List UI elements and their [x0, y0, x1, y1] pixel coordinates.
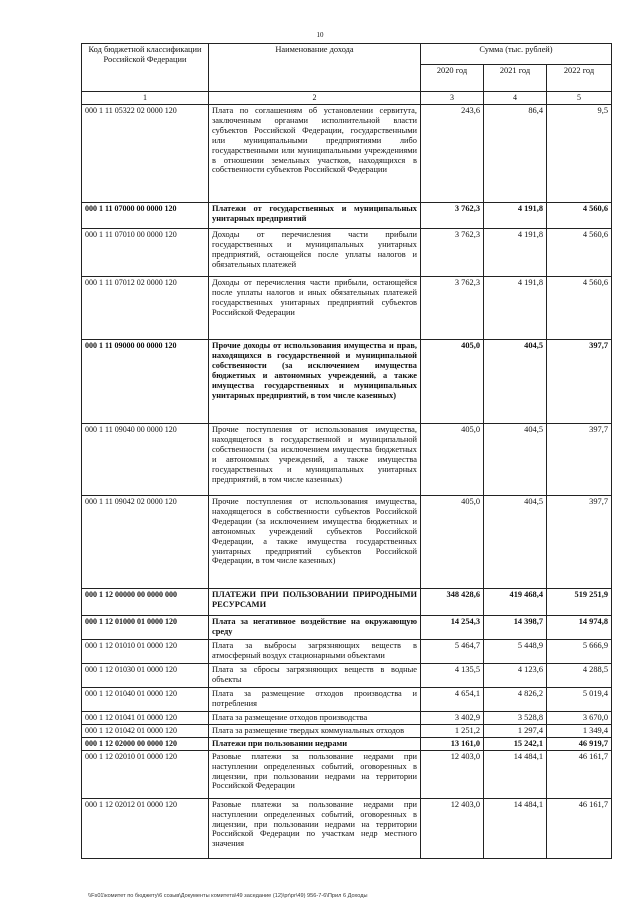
value-2021: 1 297,4	[484, 724, 547, 737]
value-2021: 419 468,4	[484, 589, 547, 616]
value-2022: 397,7	[547, 340, 612, 424]
value-2021: 5 448,9	[484, 640, 547, 664]
value-2020: 243,6	[421, 105, 484, 203]
table-row	[82, 105, 612, 203]
table-row	[82, 589, 612, 616]
income-name: Разовые платежи за пользование недрами при наступлении определенных событий, оговоренных в лицензии, при пользовании недрами на территории Российской Федерации	[209, 750, 421, 798]
budget-code: 000 1 12 01041 01 0000 120	[82, 712, 209, 725]
header-code: Код бюджетной классификации Российской Федерации	[82, 44, 209, 92]
value-2020: 405,0	[421, 424, 484, 496]
table-row	[82, 712, 612, 725]
income-name: Плата за размещение отходов производства	[209, 712, 421, 725]
budget-code: 000 1 11 07012 02 0000 120	[82, 277, 209, 340]
value-2020: 4 135,5	[421, 664, 484, 688]
value-2021: 404,5	[484, 496, 547, 589]
table-row	[82, 724, 612, 737]
value-2022: 4 560,6	[547, 229, 612, 277]
value-2022: 397,7	[547, 496, 612, 589]
budget-code: 000 1 11 07000 00 0000 120	[82, 203, 209, 229]
budget-code: 000 1 12 00000 00 0000 000	[82, 589, 209, 616]
table-row	[82, 640, 612, 664]
value-2022: 4 560,6	[547, 277, 612, 340]
income-name: Плата за сбросы загрязняющих веществ в водные объекты	[209, 664, 421, 688]
header-name: Наименование дохода	[209, 44, 421, 92]
value-2022: 4 288,5	[547, 664, 612, 688]
income-name: Платежи от государственных и муниципальных унитарных предприятий	[209, 203, 421, 229]
header-col-number: 4	[484, 92, 547, 105]
income-name: ПЛАТЕЖИ ПРИ ПОЛЬЗОВАНИИ ПРИРОДНЫМИ РЕСУРСАМИ	[209, 589, 421, 616]
table-row	[82, 203, 612, 229]
income-name: Доходы от перечисления части прибыли государственных и муниципальных унитарных предприятий, остающейся после уплаты налогов и обязательных платежей	[209, 229, 421, 277]
table-row	[82, 229, 612, 277]
header-col-number: 1	[82, 92, 209, 105]
budget-code: 000 1 12 01010 01 0000 120	[82, 640, 209, 664]
budget-code: 000 1 12 02012 01 0000 120	[82, 798, 209, 858]
value-2020: 3 762,3	[421, 229, 484, 277]
budget-code: 000 1 11 07010 00 0000 120	[82, 229, 209, 277]
value-2020: 3 402,9	[421, 712, 484, 725]
table-row	[82, 737, 612, 750]
header-col-number: 2	[209, 92, 421, 105]
income-name: Прочие поступления от использования имущества, находящегося в собственности субъектов Российской Федерации (за исключением имущества бюджетных и автономных учреждений субъектов Российской Федерации, а также имущества государственных унитарных предприятий субъектов Российской Федерации, в том числе казенных)	[209, 496, 421, 589]
table-row	[82, 688, 612, 712]
table-row	[82, 340, 612, 424]
value-2022: 46 919,7	[547, 737, 612, 750]
value-2021: 4 191,8	[484, 203, 547, 229]
value-2021: 86,4	[484, 105, 547, 203]
value-2020: 3 762,3	[421, 277, 484, 340]
header-year-2021: 2021 год	[484, 65, 547, 92]
value-2022: 5 666,9	[547, 640, 612, 664]
revenue-table	[81, 43, 612, 859]
file-path-footer: \\Fs01\комитет по бюджету\6 созыв\Документы комитета\49 заседание (12)\pr\pr\49) 956-7-6\Прил 6 Доходы	[88, 893, 368, 899]
income-name: Платежи при пользовании недрами	[209, 737, 421, 750]
table-row	[82, 798, 612, 858]
value-2021: 14 398,7	[484, 616, 547, 640]
value-2022: 9,5	[547, 105, 612, 203]
income-name: Плата за размещение твердых коммунальных отходов	[209, 724, 421, 737]
value-2022: 519 251,9	[547, 589, 612, 616]
value-2021: 4 191,8	[484, 277, 547, 340]
value-2022: 3 670,0	[547, 712, 612, 725]
budget-code: 000 1 12 02000 00 0000 120	[82, 737, 209, 750]
header-year-2020: 2020 год	[421, 65, 484, 92]
header-sum: Сумма (тыс. рублей)	[421, 44, 612, 65]
budget-code: 000 1 11 05322 02 0000 120	[82, 105, 209, 203]
budget-code: 000 1 11 09000 00 0000 120	[82, 340, 209, 424]
value-2020: 405,0	[421, 340, 484, 424]
page-number: 10	[316, 31, 324, 39]
header-year-2022: 2022 год	[547, 65, 612, 92]
value-2020: 12 403,0	[421, 750, 484, 798]
income-name: Плата по соглашениям об установлении сервитута, заключенным органами исполнительной власти субъектов Российской Федерации, государственными или муниципальными предприятиями либо государственными или муниципальными учреждениями в отношении земельных участков, находящихся в собственности субъектов Российской Федерации	[209, 105, 421, 203]
value-2020: 13 161,0	[421, 737, 484, 750]
value-2021: 404,5	[484, 424, 547, 496]
income-name: Плата за выбросы загрязняющих веществ в атмосферный воздух стационарными объектами	[209, 640, 421, 664]
value-2020: 1 251,2	[421, 724, 484, 737]
value-2021: 404,5	[484, 340, 547, 424]
value-2022: 4 560,6	[547, 203, 612, 229]
value-2022: 46 161,7	[547, 798, 612, 858]
table-row	[82, 424, 612, 496]
value-2021: 15 242,1	[484, 737, 547, 750]
value-2021: 3 528,8	[484, 712, 547, 725]
budget-code: 000 1 12 01040 01 0000 120	[82, 688, 209, 712]
table-row	[82, 750, 612, 798]
value-2020: 3 762,3	[421, 203, 484, 229]
value-2022: 5 019,4	[547, 688, 612, 712]
income-name: Прочие доходы от использования имущества и прав, находящихся в государственной и муниципальной собственности (за исключением имущества бюджетных и автономных учреждений, а также имущества государственных и муниципальных унитарных предприятий, в том числе казенных)	[209, 340, 421, 424]
value-2020: 14 254,3	[421, 616, 484, 640]
header-col-number: 5	[547, 92, 612, 105]
value-2022: 14 974,8	[547, 616, 612, 640]
budget-code: 000 1 12 01030 01 0000 120	[82, 664, 209, 688]
value-2020: 405,0	[421, 496, 484, 589]
table-row	[82, 616, 612, 640]
value-2020: 4 654,1	[421, 688, 484, 712]
income-name: Плата за негативное воздействие на окружающую среду	[209, 616, 421, 640]
value-2020: 12 403,0	[421, 798, 484, 858]
value-2021: 4 123,6	[484, 664, 547, 688]
value-2020: 5 464,7	[421, 640, 484, 664]
header-col-number: 3	[421, 92, 484, 105]
budget-code: 000 1 12 02010 01 0000 120	[82, 750, 209, 798]
income-name: Прочие поступления от использования имущества, находящегося в государственной и муниципальной собственности (за исключением имущества бюджетных и автономных учреждений, а также имущества государственных и муниципальных унитарных предприятий, в том числе казенных)	[209, 424, 421, 496]
value-2020: 348 428,6	[421, 589, 484, 616]
value-2021: 4 826,2	[484, 688, 547, 712]
budget-code: 000 1 12 01000 01 0000 120	[82, 616, 209, 640]
value-2021: 14 484,1	[484, 798, 547, 858]
income-name: Доходы от перечисления части прибыли, остающейся после уплаты налогов и иных обязательных платежей государственных унитарных предприятий субъектов Российской Федерации	[209, 277, 421, 340]
value-2022: 397,7	[547, 424, 612, 496]
value-2022: 46 161,7	[547, 750, 612, 798]
value-2021: 4 191,8	[484, 229, 547, 277]
value-2022: 1 349,4	[547, 724, 612, 737]
table-row	[82, 496, 612, 589]
budget-code: 000 1 12 01042 01 0000 120	[82, 724, 209, 737]
table-row	[82, 277, 612, 340]
value-2021: 14 484,1	[484, 750, 547, 798]
income-name: Разовые платежи за пользование недрами при наступлении определенных событий, оговоренных в лицензии, при пользовании недрами на территории Российской Федерации по участкам недр местного значения	[209, 798, 421, 858]
budget-code: 000 1 11 09042 02 0000 120	[82, 496, 209, 589]
budget-code: 000 1 11 09040 00 0000 120	[82, 424, 209, 496]
table-row	[82, 664, 612, 688]
income-name: Плата за размещение отходов производства и потребления	[209, 688, 421, 712]
